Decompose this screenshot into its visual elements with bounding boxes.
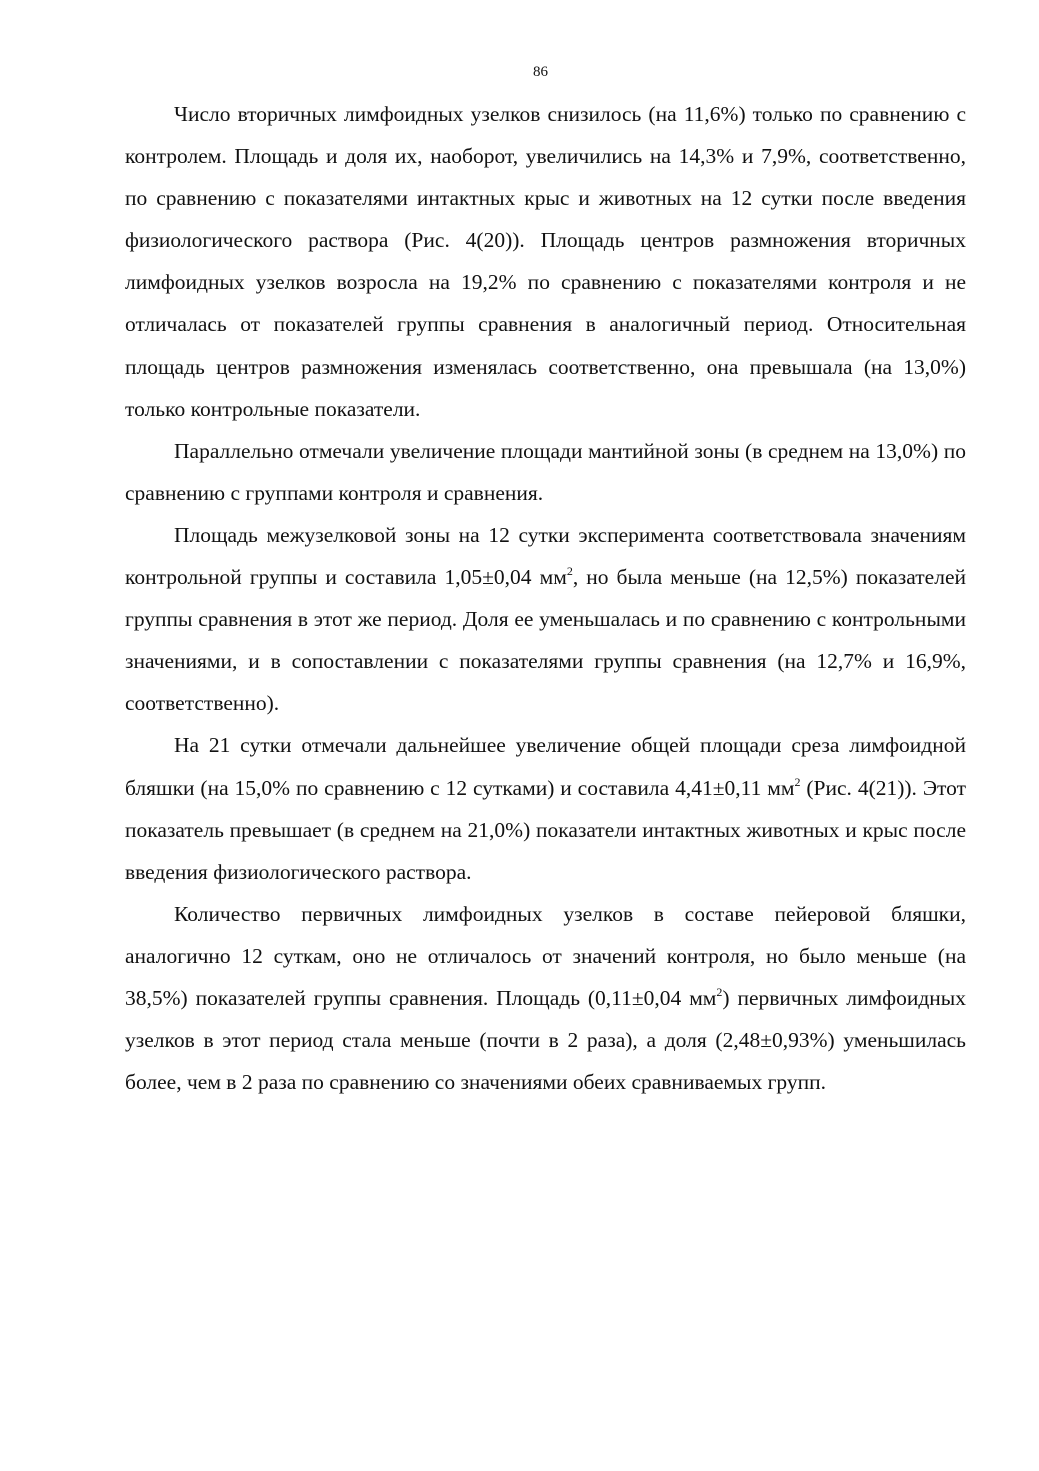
superscript: 2 bbox=[794, 774, 801, 789]
page-number: 86 bbox=[533, 64, 548, 80]
paragraph-day-21-plaque-area bbox=[125, 724, 966, 892]
paragraph-text-segment: Площадь межузелковой зоны на 12 сутки эксперимента соответствовала значениям контрольной группы и составила 1,05±0,04 мм bbox=[125, 522, 966, 590]
paragraph-text-segment: ) первичных лимфоидных узелков в этот период стала меньше (почти в 2 раза), а доля (2,48±0,93%) уменьшилась более, чем в 2 раза по сравнению со значениями обеих сравниваемых групп. bbox=[125, 985, 966, 1095]
paragraph-secondary-nodules: Число вторичных лимфоидных узелков снизилось (на 11,6%) только по сравнению с контролем. Площадь и доля их, наоборот, увеличились на 14,3% и 7,9%, соответственно, по сравнению с показателями интактных крыс и животных на 12 сутки после введения физиологического раствора (Рис. 4(20)). Площадь центров размножения вторичных лимфоидных узелков возросла на 19,2% по сравнению с показателями контроля и не отличалась от показателей группы сравнения в аналогичный период. Относительная площадь центров размножения изменялась соответственно, она превышала (на 13,0%) только контрольные показатели. bbox=[125, 102, 966, 421]
paragraph-internodular-zone bbox=[125, 514, 966, 724]
paragraph-text-segment: (Рис. 4(21)). Этот показатель превышает (в среднем на 21,0%) показатели интактных животных и крыс после введения физиологического раствора. bbox=[125, 775, 966, 884]
document-body bbox=[125, 93, 966, 1103]
superscript: 2 bbox=[566, 564, 573, 579]
paragraph-primary-nodules bbox=[125, 893, 966, 1103]
paragraph-text-segment: Количество первичных лимфоидных узелков в составе пейеровой бляшки, аналогично 12 суткам, оно не отличалось от значений контроля, но было меньше (на 38,5%) показателей группы сравнения. Площадь (0,11±0,04 мм bbox=[125, 901, 966, 1010]
paragraph-mantle-zone: Параллельно отмечали увеличение площади мантийной зоны (в среднем на 13,0%) по сравнению с группами контроля и сравнения. bbox=[125, 438, 966, 505]
superscript: 2 bbox=[716, 984, 723, 999]
paragraph-text-segment: , но была меньше (на 12,5%) показателей группы сравнения в этот же период. Доля ее уменьшалась и по сравнению с контрольными значениями, и в сопоставлении с показателями группы сравнения (на 12,7% и 16,9%, соответственно). bbox=[125, 565, 966, 716]
paragraph-text-segment: На 21 сутки отмечали дальнейшее увеличение общей площади среза лимфоидной бляшки (на 15,0% по сравнению с 12 сутками) и составила 4,41±0,11 мм bbox=[125, 733, 966, 800]
